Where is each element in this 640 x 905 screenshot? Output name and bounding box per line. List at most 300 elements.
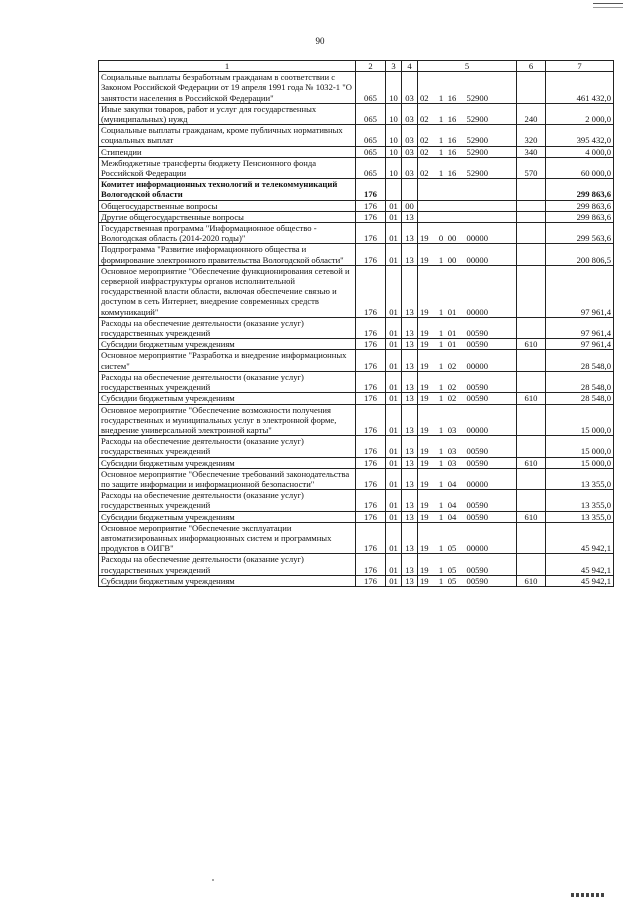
expense-kind-cell xyxy=(517,179,546,200)
target-article-cell xyxy=(418,575,517,586)
amount-cell: 13 355,0 xyxy=(546,511,614,522)
table-row xyxy=(99,522,614,554)
table-row xyxy=(99,339,614,350)
target-code-part: 00590 xyxy=(466,339,488,350)
expense-kind-cell: 610 xyxy=(517,575,546,586)
amount-cell: 15 000,0 xyxy=(546,404,614,436)
ministry-code-cell: 176 xyxy=(356,511,386,522)
target-code-part: 1 xyxy=(438,114,444,125)
amount-cell: 13 355,0 xyxy=(546,468,614,489)
target-code-part: 00590 xyxy=(466,500,488,511)
ministry-code-cell: 176 xyxy=(356,490,386,511)
section-code-cell: 01 xyxy=(386,371,402,392)
section-code-cell: 01 xyxy=(386,436,402,457)
table-row xyxy=(99,211,614,222)
target-code-part: 1 xyxy=(438,328,444,339)
target-code-part: 19 xyxy=(420,457,429,468)
expense-kind-cell: 240 xyxy=(517,103,546,124)
target-code-part: 1 xyxy=(438,382,444,393)
expense-kind-cell xyxy=(517,522,546,554)
scan-dot xyxy=(212,879,214,881)
target-code-part: 1 xyxy=(438,446,444,457)
target-article-cell xyxy=(418,522,517,554)
subsection-code-cell: 13 xyxy=(402,404,418,436)
target-code-part: 03 xyxy=(447,446,457,457)
target-code-part: 1 xyxy=(438,254,444,265)
table-row xyxy=(99,575,614,586)
subsection-code-cell: 13 xyxy=(402,575,418,586)
subsection-code-cell: 13 xyxy=(402,223,418,244)
target-code-part: 02 xyxy=(447,382,457,393)
ministry-code-cell: 176 xyxy=(356,265,386,317)
target-code-part: 02 xyxy=(420,114,429,125)
subsection-code-cell: 13 xyxy=(402,371,418,392)
target-code-part: 1 xyxy=(438,457,444,468)
target-code-part: 00590 xyxy=(466,382,488,393)
target-code-part: 02 xyxy=(447,393,457,404)
expense-name-cell: Субсидии бюджетным учреждениям xyxy=(99,457,356,468)
target-code-part: 19 xyxy=(420,382,429,393)
target-code-part: 05 xyxy=(447,543,457,554)
subsection-code-cell: 03 xyxy=(402,125,418,146)
target-code-part: 1 xyxy=(438,92,444,103)
target-code-part: 19 xyxy=(420,575,429,586)
target-code-part: 04 xyxy=(447,511,457,522)
subsection-code-cell: 13 xyxy=(402,436,418,457)
target-article-cell xyxy=(418,200,517,211)
target-code-part: 16 xyxy=(447,146,457,157)
target-code-part: 19 xyxy=(420,564,429,575)
target-code-part: 03 xyxy=(447,457,457,468)
target-code-part: 19 xyxy=(420,233,429,244)
target-code-part: 1 xyxy=(438,360,444,371)
table-row xyxy=(99,200,614,211)
amount-cell: 45 942,1 xyxy=(546,522,614,554)
target-code-part: 1 xyxy=(438,306,444,317)
section-code-cell: 01 xyxy=(386,339,402,350)
target-code-part: 00 xyxy=(447,254,457,265)
target-code-part: 52900 xyxy=(466,135,488,146)
column-header: 1 xyxy=(99,61,356,72)
table-row xyxy=(99,146,614,157)
target-code-part: 1 xyxy=(438,135,444,146)
section-code-cell: 01 xyxy=(386,393,402,404)
expense-kind-cell xyxy=(517,223,546,244)
subsection-code-cell: 13 xyxy=(402,339,418,350)
expense-kind-cell: 610 xyxy=(517,339,546,350)
amount-cell: 2 000,0 xyxy=(546,103,614,124)
expense-name-cell: Социальные выплаты гражданам, кроме публичных нормативных социальных выплат xyxy=(99,125,356,146)
amount-cell: 461 432,0 xyxy=(546,72,614,104)
expense-name-cell: Государственная программа "Информационное общество - Вологодская область (2014-2020 годы)" xyxy=(99,223,356,244)
expense-kind-cell xyxy=(517,554,546,575)
target-code-part: 00000 xyxy=(466,233,488,244)
ministry-code-cell: 176 xyxy=(356,575,386,586)
amount-cell: 299 563,6 xyxy=(546,223,614,244)
target-code-part: 00000 xyxy=(466,254,488,265)
expense-name-cell: Основное мероприятие "Обеспечение эксплуатации автоматизированных информационных систем и программных продуктов в ОИГВ" xyxy=(99,522,356,554)
target-article-cell xyxy=(418,393,517,404)
target-code-part: 19 xyxy=(420,393,429,404)
expense-name-cell: Основное мероприятие "Обеспечение возможности получения государственных и муниципальных услуг в электронной форме, внедрение универсальной электронной карты" xyxy=(99,404,356,436)
target-article-cell xyxy=(418,211,517,222)
target-article-cell xyxy=(418,457,517,468)
target-article-cell xyxy=(418,103,517,124)
target-code-part: 00590 xyxy=(466,446,488,457)
page-number: 90 xyxy=(315,36,325,46)
amount-cell: 97 961,4 xyxy=(546,265,614,317)
amount-cell: 299 863,6 xyxy=(546,211,614,222)
section-code-cell: 10 xyxy=(386,103,402,124)
target-code-part: 19 xyxy=(420,478,429,489)
target-article-cell xyxy=(418,511,517,522)
target-code-part: 0 xyxy=(438,233,444,244)
ministry-code-cell: 176 xyxy=(356,211,386,222)
subsection-code-cell: 13 xyxy=(402,317,418,338)
expense-kind-cell xyxy=(517,404,546,436)
target-code-part: 19 xyxy=(420,306,429,317)
target-code-part: 1 xyxy=(438,146,444,157)
target-code-part: 02 xyxy=(447,360,457,371)
subsection-code-cell: 13 xyxy=(402,468,418,489)
section-code-cell: 01 xyxy=(386,211,402,222)
target-article-cell xyxy=(418,436,517,457)
ministry-code-cell: 065 xyxy=(356,157,386,178)
expense-name-cell: Социальные выплаты безработным гражданам в соответствии с Законом Российской Федерации от 19 апреля 1991 года № 1032-1 "О занятости населения в Российской Федерации" xyxy=(99,72,356,104)
target-code-part: 01 xyxy=(447,339,457,350)
ministry-code-cell: 176 xyxy=(356,457,386,468)
table-row xyxy=(99,490,614,511)
target-code-part: 00590 xyxy=(466,564,488,575)
amount-cell: 45 942,1 xyxy=(546,575,614,586)
expense-name-cell: Основное мероприятие "Обеспечение требований законодательства по защите информации и информационной безопасности" xyxy=(99,468,356,489)
table-row xyxy=(99,457,614,468)
expense-name-cell: Расходы на обеспечение деятельности (оказание услуг) государственных учреждений xyxy=(99,554,356,575)
target-code-part: 19 xyxy=(420,360,429,371)
ministry-code-cell: 176 xyxy=(356,244,386,265)
section-code-cell xyxy=(386,179,402,200)
ministry-code-cell: 176 xyxy=(356,179,386,200)
budget-table xyxy=(98,60,614,587)
expense-kind-cell xyxy=(517,265,546,317)
target-code-part: 00590 xyxy=(466,328,488,339)
target-code-part: 19 xyxy=(420,339,429,350)
section-code-cell: 01 xyxy=(386,554,402,575)
target-code-part: 1 xyxy=(438,339,444,350)
target-code-part: 19 xyxy=(420,511,429,522)
target-code-part: 00000 xyxy=(466,543,488,554)
amount-cell: 28 548,0 xyxy=(546,393,614,404)
subsection-code-cell: 03 xyxy=(402,146,418,157)
section-code-cell: 01 xyxy=(386,317,402,338)
subsection-code-cell: 13 xyxy=(402,511,418,522)
table-row xyxy=(99,554,614,575)
target-code-part: 00 xyxy=(447,233,457,244)
amount-cell: 299 863,6 xyxy=(546,200,614,211)
expense-name-cell: Другие общегосударственные вопросы xyxy=(99,211,356,222)
target-code-part: 00000 xyxy=(466,478,488,489)
expense-name-cell: Межбюджетные трансферты бюджету Пенсионного фонда Российской Федерации xyxy=(99,157,356,178)
section-code-cell: 01 xyxy=(386,265,402,317)
ministry-code-cell: 176 xyxy=(356,350,386,371)
amount-cell: 13 355,0 xyxy=(546,490,614,511)
target-code-part: 52900 xyxy=(466,92,488,103)
table-row xyxy=(99,157,614,178)
target-article-cell xyxy=(418,350,517,371)
expense-kind-cell xyxy=(517,200,546,211)
ministry-code-cell: 176 xyxy=(356,223,386,244)
expense-name-cell: Комитет информационных технологий и телекоммуникаций Вологодской области xyxy=(99,179,356,200)
subsection-code-cell: 13 xyxy=(402,554,418,575)
expense-name-cell: Основное мероприятие "Обеспечение функционирования сетевой и серверной инфраструктуры органов исполнительной государственной власти области, включая обеспечение связью и доступом в сеть Интернет, внедрение современных средств коммуникаций" xyxy=(99,265,356,317)
section-code-cell: 01 xyxy=(386,404,402,436)
expense-kind-cell xyxy=(517,317,546,338)
section-code-cell: 01 xyxy=(386,244,402,265)
target-code-part: 00590 xyxy=(466,457,488,468)
expense-name-cell: Расходы на обеспечение деятельности (оказание услуг) государственных учреждений xyxy=(99,317,356,338)
expense-kind-cell: 570 xyxy=(517,157,546,178)
subsection-code-cell: 13 xyxy=(402,522,418,554)
target-code-part: 1 xyxy=(438,168,444,179)
expense-kind-cell xyxy=(517,350,546,371)
table-row xyxy=(99,103,614,124)
expense-name-cell: Стипендии xyxy=(99,146,356,157)
expense-name-cell: Субсидии бюджетным учреждениям xyxy=(99,511,356,522)
target-code-part: 1 xyxy=(438,500,444,511)
table-row xyxy=(99,125,614,146)
target-code-part: 1 xyxy=(438,511,444,522)
ministry-code-cell: 176 xyxy=(356,522,386,554)
expense-kind-cell: 610 xyxy=(517,457,546,468)
expense-name-cell: Подпрограмма "Развитие информационного общества и формирование электронного правительства Вологодской области" xyxy=(99,244,356,265)
ministry-code-cell: 176 xyxy=(356,554,386,575)
amount-cell: 28 548,0 xyxy=(546,350,614,371)
expense-kind-cell xyxy=(517,468,546,489)
column-header: 7 xyxy=(546,61,614,72)
expense-name-cell: Иные закупки товаров, работ и услуг для государственных (муниципальных) нужд xyxy=(99,103,356,124)
target-article-cell xyxy=(418,72,517,104)
target-article-cell xyxy=(418,339,517,350)
expense-name-cell: Общегосударственные вопросы xyxy=(99,200,356,211)
table-row xyxy=(99,179,614,200)
ministry-code-cell: 065 xyxy=(356,125,386,146)
ministry-code-cell: 065 xyxy=(356,72,386,104)
target-code-part: 52900 xyxy=(466,168,488,179)
target-code-part: 00000 xyxy=(466,360,488,371)
target-code-part: 02 xyxy=(420,92,429,103)
column-header: 3 xyxy=(386,61,402,72)
table-row xyxy=(99,404,614,436)
target-code-part: 52900 xyxy=(466,114,488,125)
amount-cell: 395 432,0 xyxy=(546,125,614,146)
column-header: 2 xyxy=(356,61,386,72)
target-code-part: 16 xyxy=(447,168,457,179)
expense-kind-cell xyxy=(517,490,546,511)
table-row xyxy=(99,350,614,371)
target-code-part: 52900 xyxy=(466,146,488,157)
target-article-cell xyxy=(418,157,517,178)
subsection-code-cell: 13 xyxy=(402,244,418,265)
column-header: 6 xyxy=(517,61,546,72)
target-code-part: 1 xyxy=(438,543,444,554)
ministry-code-cell: 065 xyxy=(356,103,386,124)
ministry-code-cell: 176 xyxy=(356,200,386,211)
target-code-part: 16 xyxy=(447,114,457,125)
subsection-code-cell: 00 xyxy=(402,200,418,211)
target-code-part: 02 xyxy=(420,146,429,157)
expense-kind-cell xyxy=(517,244,546,265)
target-code-part: 00590 xyxy=(466,393,488,404)
table-row xyxy=(99,244,614,265)
table-row xyxy=(99,393,614,404)
target-article-cell xyxy=(418,244,517,265)
table-row xyxy=(99,468,614,489)
section-code-cell: 01 xyxy=(386,490,402,511)
target-code-part: 00590 xyxy=(466,575,488,586)
section-code-cell: 01 xyxy=(386,350,402,371)
section-code-cell: 10 xyxy=(386,157,402,178)
subsection-code-cell: 13 xyxy=(402,211,418,222)
section-code-cell: 10 xyxy=(386,146,402,157)
expense-name-cell: Расходы на обеспечение деятельности (оказание услуг) государственных учреждений xyxy=(99,371,356,392)
table-row xyxy=(99,436,614,457)
target-code-part: 04 xyxy=(447,478,457,489)
target-article-cell xyxy=(418,317,517,338)
ministry-code-cell: 176 xyxy=(356,468,386,489)
subsection-code-cell: 13 xyxy=(402,393,418,404)
expense-name-cell: Основное мероприятие "Разработка и внедрение информационных систем" xyxy=(99,350,356,371)
target-article-cell xyxy=(418,125,517,146)
amount-cell: 97 961,4 xyxy=(546,317,614,338)
target-article-cell xyxy=(418,490,517,511)
target-code-part: 1 xyxy=(438,424,444,435)
target-code-part: 05 xyxy=(447,575,457,586)
amount-cell: 15 000,0 xyxy=(546,457,614,468)
ministry-code-cell: 176 xyxy=(356,404,386,436)
subsection-code-cell: 13 xyxy=(402,265,418,317)
section-code-cell: 01 xyxy=(386,223,402,244)
target-code-part: 04 xyxy=(447,500,457,511)
target-code-part: 1 xyxy=(438,393,444,404)
section-code-cell: 01 xyxy=(386,511,402,522)
column-header: 4 xyxy=(402,61,418,72)
target-code-part: 02 xyxy=(420,135,429,146)
target-code-part: 00000 xyxy=(466,424,488,435)
table-row xyxy=(99,265,614,317)
subsection-code-cell: 03 xyxy=(402,157,418,178)
amount-cell: 28 548,0 xyxy=(546,371,614,392)
ministry-code-cell: 065 xyxy=(356,146,386,157)
target-code-part: 03 xyxy=(447,424,457,435)
target-code-part: 00000 xyxy=(466,306,488,317)
target-code-part: 19 xyxy=(420,254,429,265)
expense-name-cell: Субсидии бюджетным учреждениям xyxy=(99,393,356,404)
expense-kind-cell: 320 xyxy=(517,125,546,146)
target-article-cell xyxy=(418,179,517,200)
section-code-cell: 01 xyxy=(386,522,402,554)
target-article-cell xyxy=(418,265,517,317)
table-header-row xyxy=(99,61,614,72)
target-code-part: 1 xyxy=(438,564,444,575)
target-code-part: 19 xyxy=(420,446,429,457)
target-code-part: 19 xyxy=(420,424,429,435)
expense-kind-cell: 340 xyxy=(517,146,546,157)
target-code-part: 19 xyxy=(420,543,429,554)
target-article-cell xyxy=(418,371,517,392)
amount-cell: 60 000,0 xyxy=(546,157,614,178)
section-code-cell: 01 xyxy=(386,457,402,468)
section-code-cell: 01 xyxy=(386,468,402,489)
section-code-cell: 01 xyxy=(386,575,402,586)
subsection-code-cell: 03 xyxy=(402,103,418,124)
target-code-part: 1 xyxy=(438,575,444,586)
target-code-part: 02 xyxy=(420,168,429,179)
amount-cell: 97 961,4 xyxy=(546,339,614,350)
target-code-part: 01 xyxy=(447,328,457,339)
expense-kind-cell xyxy=(517,371,546,392)
table-row xyxy=(99,371,614,392)
ministry-code-cell: 176 xyxy=(356,317,386,338)
ministry-code-cell: 176 xyxy=(356,371,386,392)
subsection-code-cell: 13 xyxy=(402,490,418,511)
amount-cell: 15 000,0 xyxy=(546,436,614,457)
table-row xyxy=(99,223,614,244)
target-code-part: 1 xyxy=(438,478,444,489)
amount-cell: 299 863,6 xyxy=(546,179,614,200)
expense-kind-cell xyxy=(517,211,546,222)
ministry-code-cell: 176 xyxy=(356,339,386,350)
section-code-cell: 01 xyxy=(386,200,402,211)
subsection-code-cell: 13 xyxy=(402,350,418,371)
target-code-part: 16 xyxy=(447,135,457,146)
target-article-cell xyxy=(418,223,517,244)
target-code-part: 00590 xyxy=(466,511,488,522)
expense-kind-cell: 610 xyxy=(517,511,546,522)
target-code-part: 19 xyxy=(420,328,429,339)
column-header: 5 xyxy=(418,61,517,72)
scan-edge-mark xyxy=(593,3,623,8)
amount-cell: 4 000,0 xyxy=(546,146,614,157)
section-code-cell: 10 xyxy=(386,125,402,146)
expense-name-cell: Субсидии бюджетным учреждениям xyxy=(99,575,356,586)
expense-kind-cell: 610 xyxy=(517,393,546,404)
amount-cell: 45 942,1 xyxy=(546,554,614,575)
expense-kind-cell xyxy=(517,72,546,104)
target-article-cell xyxy=(418,468,517,489)
amount-cell: 200 806,5 xyxy=(546,244,614,265)
table-row xyxy=(99,511,614,522)
section-code-cell: 10 xyxy=(386,72,402,104)
ministry-code-cell: 176 xyxy=(356,393,386,404)
table-row xyxy=(99,72,614,104)
target-code-part: 01 xyxy=(447,306,457,317)
expense-name-cell: Субсидии бюджетным учреждениям xyxy=(99,339,356,350)
subsection-code-cell xyxy=(402,179,418,200)
target-code-part: 19 xyxy=(420,500,429,511)
target-article-cell xyxy=(418,146,517,157)
table-row xyxy=(99,317,614,338)
subsection-code-cell: 03 xyxy=(402,72,418,104)
target-article-cell xyxy=(418,404,517,436)
target-article-cell xyxy=(418,554,517,575)
expense-name-cell: Расходы на обеспечение деятельности (оказание услуг) государственных учреждений xyxy=(99,436,356,457)
ministry-code-cell: 176 xyxy=(356,436,386,457)
target-code-part: 16 xyxy=(447,92,457,103)
expense-name-cell: Расходы на обеспечение деятельности (оказание услуг) государственных учреждений xyxy=(99,490,356,511)
scan-barcode-mark xyxy=(571,893,605,897)
subsection-code-cell: 13 xyxy=(402,457,418,468)
target-code-part: 05 xyxy=(447,564,457,575)
